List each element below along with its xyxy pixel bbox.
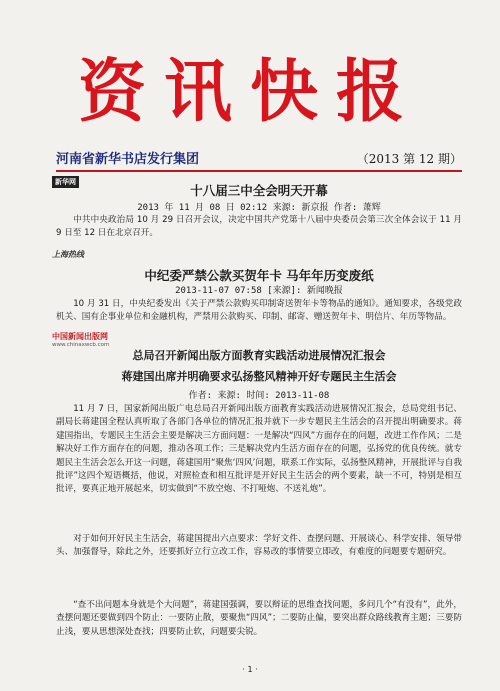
article1-title: 十八届三中全会明天开幕 bbox=[190, 183, 328, 198]
source-logo-shanghai: 上海热线 bbox=[52, 250, 84, 259]
article3-subtitle: 蒋建国出席并明确要求弘扬整风精神开好专题民主生活会 bbox=[121, 370, 397, 383]
issue-number: （2013 第 12 期） bbox=[356, 152, 462, 166]
header-rule bbox=[56, 150, 462, 172]
source-logo-chinaxwcb bbox=[52, 331, 132, 348]
logo-c-url: www.chinaxwcb.com bbox=[52, 342, 110, 348]
organization-name: 河南省新华书店发行集团 bbox=[56, 152, 200, 167]
page-number: · 1 · bbox=[242, 665, 258, 674]
logo-c-name: 中国新闻出版网 bbox=[52, 332, 108, 341]
article2-body: 10 月 31 日，中央纪委发出《关于严禁公款购买印制寄送贺年卡等物品的通知》。通知要求，各级党政机关、国有企事业单位和金融机构，严禁用公款购买、印制、邮寄、赠送贺年卡、明信片、年历等物品。 bbox=[56, 299, 462, 323]
article3-paragraph-1: 11 月 7 日，国家新闻出版广电总局召开新闻出版方面教育实践活动进展情况汇报会，总局党组书记、副局长蒋建国全程认真听取了各部门各单位的情况汇报并就下一步专题民主生活会的召开提出明确要求。蒋建国指出，专题民主生活会主要是解决三方面问题：一是解决“四风”方面存在的问题，改进工作作风；二是解决好工作方面存在的问题，推动各项工作；三是解决党内生活方面存在的问题，弘扬党的优良传统。就专题民主生活会怎么开这一问题，蒋建国用“聚焦‘四风’问题，联系工作实际，弘扬整风精神，开展批评与自我批评”这四个短语概括，他说，对照检查和相互批评是开好民主生活会的两个要素，缺一不可，特别是相互批评，要真正地开展起来，切实做到“不放空炮、不打哑炮、不送礼炮”。 bbox=[56, 404, 462, 495]
source-logo-xinhua: 新华网 bbox=[52, 176, 79, 188]
article1-meta: 2013 年 11 月 08 日 02:12 来源: 新京报 作者: 萧辉 bbox=[137, 203, 381, 213]
article2-meta: 2013-11-07 07:58 [来源]: 新闻晚报 bbox=[175, 286, 343, 296]
article1-body: 中共中央政治局 10 月 29 日召开会议，决定中国共产党第十八届中央委员会第三次全体会议于 11 月 9 日至 12 日在北京召开。 bbox=[56, 215, 462, 239]
article3-title: 总局召开新闻出版方面教育实践活动进展情况汇报会 bbox=[132, 349, 386, 362]
masthead-title: 资讯快报 bbox=[77, 52, 422, 132]
article3-paragraph-3: “查不出问题本身就是个大问题”，蒋建国强调，要以辩证的思维查找问题，多问几个“有没有”，此外，查摆问题还要做到四个防止：一要防止散，要聚焦“四风”；二要防止偏，要突出群众路线教育主题；三要防止浅，要从思想深处查找；四要防止软，问题要尖锐。 bbox=[56, 600, 462, 637]
article3-paragraph-2: 对于如何开好民主生活会，蒋建国提出六点要求：学好文件、查摆问题、开展谈心、科学安排、领导带头、加强督导，除此之外，还要抓好立行立改工作，容易改的事情要立即改，有难度的问题要专题研究。 bbox=[56, 534, 462, 558]
article2-title: 中纪委严禁公款买贺年卡 马年年历变废纸 bbox=[144, 268, 374, 283]
article3-meta: 作者: 来源: 时间: 2013-11-08 bbox=[188, 391, 330, 401]
